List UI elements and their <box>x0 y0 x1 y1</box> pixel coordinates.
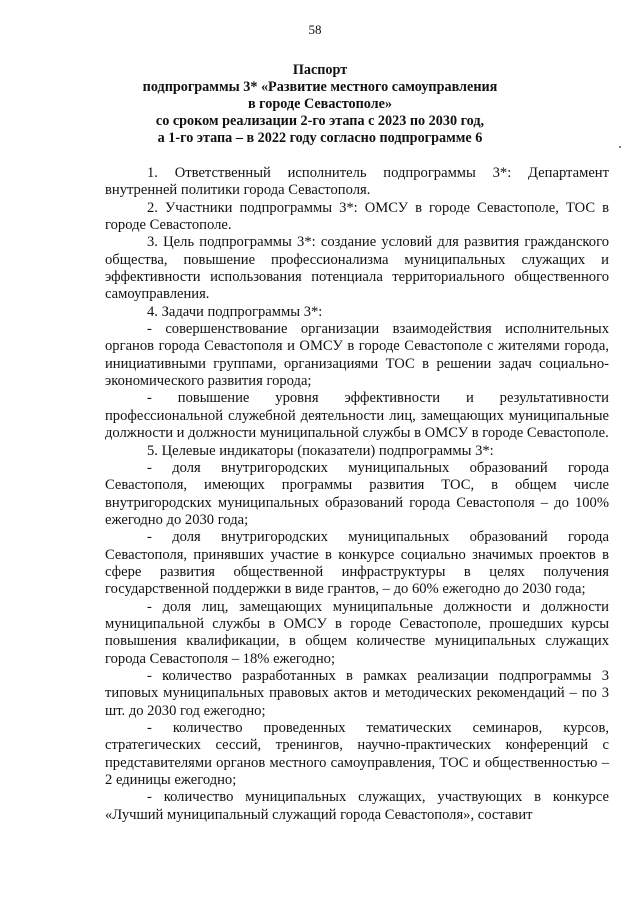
title-line: подпрограммы 3* «Развитие местного самоуправления <box>142 79 498 95</box>
margin-dot <box>619 146 621 148</box>
title-line: со сроком реализации 2-го этапа с 2023 по 2030 год, <box>155 113 485 129</box>
indicator-item: - доля внутригородских муниципальных образований города Севастополя, принявших участие в конкурсе социально значимых проектов в сфере развития общественной инфраструктуры в целях получения государственной поддержки в виде грантов, – до 60% ежегодно до 2030 года; <box>105 529 609 598</box>
paragraph-goal: 3. Цель подпрограммы 3*: создание условий для развития гражданского общества, повышение профессионализма муниципальных служащих и эффективности использования потенциала территориального общественного самоуправления. <box>105 234 609 303</box>
paragraph-indicators-heading: 5. Целевые индикаторы (показатели) подпрограммы 3*: <box>147 442 494 459</box>
task-item: - совершенствование организации взаимодействия исполнительных органов города Севастополя и ОМСУ в городе Севастополе с жителями города, инициативными группами, организациями ТОС в решении задач социально-экономического развития города; <box>105 321 609 390</box>
page-number: 58 <box>308 22 322 37</box>
paragraph-responsible-executor: 1. Ответственный исполнитель подпрограммы 3*: Департамент внутренней политики города Севастополя. <box>105 165 609 199</box>
indicator-item: - доля лиц, замещающих муниципальные должности и должности муниципальной службы в ОМСУ в городе Севастополе, прошедших курсы повышения квалификации, в общем количестве муниципальных служащих города Севастополя – 18% ежегодно; <box>105 598 609 667</box>
document-body <box>105 165 609 824</box>
indicator-item: - количество разработанных в рамках реализации подпрограммы 3 типовых муниципальных правовых актов и методических рекомендаций – по 3 шт. до 2030 год ежегодно; <box>105 667 609 719</box>
title-line: Паспорт <box>292 62 348 78</box>
paragraph-tasks-heading: 4. Задачи подпрограммы 3*: <box>147 303 323 320</box>
indicator-item: - доля внутригородских муниципальных образований города Севастополя, имеющих программы развития ТОС, в общем числе внутригородских муниципальных образований города Севастополя – до 100% ежегодно до 2030 года; <box>105 459 609 528</box>
title-line: в городе Севастополе» <box>247 96 393 112</box>
indicator-item: - количество проведенных тематических семинаров, курсов, стратегических сессий, тренингов, научно-практических конференций с представителями органов местного самоуправления, ТОС и общественностью – 2 единицы ежегодно; <box>105 720 609 789</box>
indicator-item: - количество муниципальных служащих, участвующих в конкурсе «Лучший муниципальный служащий города Севастополя», составит <box>105 789 609 823</box>
title-line: а 1-го этапа – в 2022 году согласно подпрограмме 6 <box>157 130 483 146</box>
passport-title <box>90 62 550 147</box>
paragraph-participants: 2. Участники подпрограммы 3*: ОМСУ в городе Севастополе, ТОС в городе Севастополе. <box>105 199 609 234</box>
task-item: - повышение уровня эффективности и результативности профессиональной служебной деятельности лиц, замещающих муниципальные должности и должности муниципальной службы в ОМСУ в городе Севастополе. <box>105 390 609 442</box>
